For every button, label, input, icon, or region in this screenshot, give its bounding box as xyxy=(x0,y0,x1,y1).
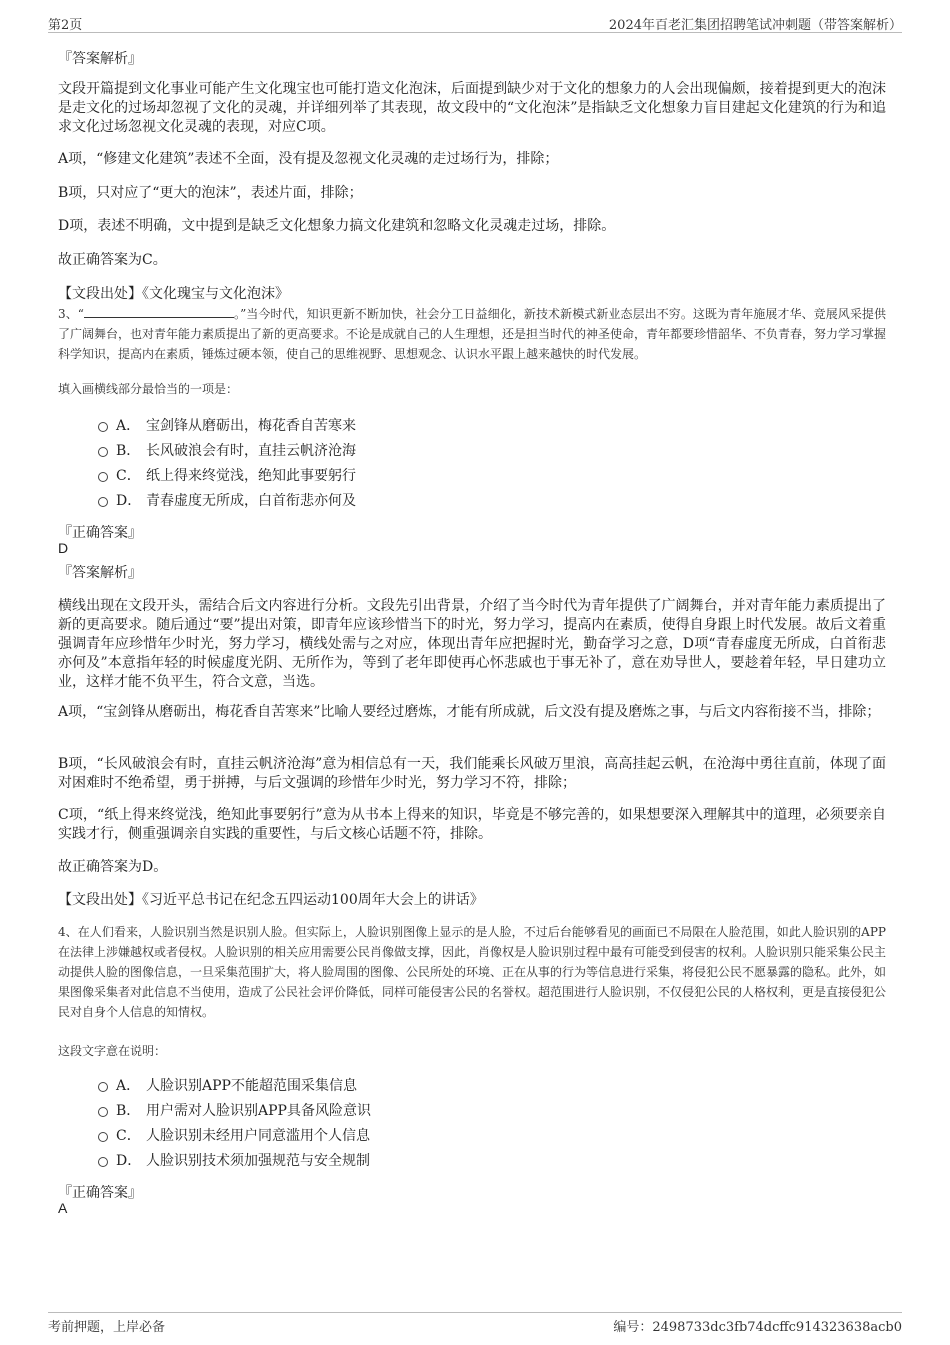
document-title: 2024年百老汇集团招聘笔试冲刺题（带答案解析） xyxy=(608,18,902,33)
radio-icon[interactable] xyxy=(98,1157,108,1167)
radio-icon[interactable] xyxy=(98,1107,108,1117)
q3-prompt: 填入画横线部分最恰当的一项是： xyxy=(58,382,239,396)
q2-conclusion: 故正确答案为C。 xyxy=(58,252,167,268)
q3-blank xyxy=(84,305,234,318)
q3-analysis-label: 『答案解析』 xyxy=(58,565,142,581)
page-footer xyxy=(48,1312,902,1335)
q4-answer: A xyxy=(58,1200,68,1216)
q4-answer-label: 『正确答案』 xyxy=(58,1185,142,1201)
radio-icon[interactable] xyxy=(98,472,108,482)
q3-option-d[interactable]: D． 青春虚度无所成，白首衔悲亦何及 xyxy=(98,487,356,512)
q4-option-c[interactable]: C． 人脸识别未经用户同意滥用个人信息 xyxy=(98,1122,371,1147)
q3-answer: D xyxy=(58,540,69,556)
radio-icon[interactable] xyxy=(98,447,108,457)
footer-slogan: 考前押题，上岸必备 xyxy=(48,1320,166,1335)
q4-option-d[interactable]: D． 人脸识别技术须加强规范与安全规制 xyxy=(98,1147,371,1172)
q3-option-b[interactable]: B． 长风破浪会有时，直挂云帆济沧海 xyxy=(98,437,356,462)
document-code: 编号：2498733dc3fb74dcffc914323638acb0 xyxy=(613,1320,902,1335)
q2-analysis-label: 『答案解析』 xyxy=(58,51,142,67)
q3-stem: 3、“ 。”当今时代，知识更新不断加快，社会分工日益细化，新技术新模式新业态层出不穷。这既为青年施展才华、竞展风采提供了广阔舞台，也对青年能力素质提出了新的更高要求。不论是成就自己的人生理想，还是担当时代的神圣使命，青年都要珍惜韶华、不负青春，努力学习掌握科学知识，提高内在素质，锤炼过硬本领，使自己的思维视野、思想观念、认识水平跟上越来越快的时代发展。 xyxy=(58,307,887,361)
page-number: 第2页 xyxy=(48,18,83,33)
q2-analysis: 文段开篇提到文化事业可能产生文化瑰宝也可能打造文化泡沫，后面提到缺少对于文化的想象力的人会出现偏颇，接着提到更大的泡沫是走文化的过场却忽视了文化的灵魂，并详细列举了其表现，故文段中的“文化泡沫”是指缺乏文化想象力盲目建起文化建筑的行为和追求文化过场忽视文化灵魂的表现，对应C项。 xyxy=(58,81,886,135)
q3-explain-c: C项，“纸上得来终觉浅，绝知此事要躬行”意为从书本上得来的知识，毕竟是不够完善的，如果想要深入理解其中的道理，必须要亲自实践才行，侧重强调亲自实践的重要性，与后文核心话题不符，排除。 xyxy=(58,807,886,842)
q4-options xyxy=(98,1072,371,1172)
q4-prompt: 这段文字意在说明： xyxy=(58,1044,167,1058)
q3-option-c[interactable]: C． 纸上得来终觉浅，绝知此事要躬行 xyxy=(98,462,356,487)
q3-conclusion: 故正确答案为D。 xyxy=(58,859,168,875)
q3-analysis: 横线出现在文段开头，需结合后文内容进行分析。文段先引出背景，介绍了当今时代为青年提供了广阔舞台，并对青年能力素质提出了新的更高要求。随后通过“要”提出对策，即青年应该珍惜当下的时光，努力学习，提高内在素质，使得自身跟上时代发展。故后文着重强调青年应珍惜年少时光，努力学习，横线处需与之对应，体现出青年应把握时光，勤奋学习之意，D项“青春虚度无所成，白首衔悲亦何及”本意指年轻的时候虚度光阴、无所作为，等到了老年即使再心怀悲戚也于事无补了，意在劝导世人，要趁着年轻，早日建功立业，这样才能不负平生，符合文意，当选。 xyxy=(58,598,886,690)
q3-source: 【文段出处】《习近平总书记在纪念五四运动100周年大会上的讲话》 xyxy=(58,892,484,908)
page-header xyxy=(48,12,902,33)
radio-icon[interactable] xyxy=(98,1082,108,1092)
q3-options xyxy=(98,412,356,512)
q2-explain-a: A项，“修建文化建筑”表述不全面，没有提及忽视文化灵魂的走过场行为，排除； xyxy=(58,151,559,167)
q4-option-b[interactable]: B． 用户需对人脸识别APP具备风险意识 xyxy=(98,1097,371,1122)
q3-explain-a: A项，“宝剑锋从磨砺出，梅花香自苦寒来”比喻人要经过磨炼，才能有所成就，后文没有提及磨炼之事，与后文内容衔接不当，排除； xyxy=(58,704,881,720)
q3-explain-b: B项，“长风破浪会有时，直挂云帆济沧海”意为相信总有一天，我们能乘长风破万里浪，高高挂起云帆，在沧海中勇往直前，体现了面对困难时不绝希望，勇于拼搏，与后文强调的珍惜年少时光，努力学习不符，排除； xyxy=(58,756,886,791)
q2-explain-d: D项，表述不明确，文中提到是缺乏文化想象力搞文化建筑和忽略文化灵魂走过场，排除。 xyxy=(58,218,616,234)
q2-explain-b: B项，只对应了“更大的泡沫”，表述片面，排除； xyxy=(58,185,363,201)
q4-stem: 4、在人们看来，人脸识别当然是识别人脸。但实际上，人脸识别图像上显示的是人脸，不过后台能够看见的画面已不局限在人脸范围，如此人脸识别的APP在法律上涉嫌越权或者侵权。人脸识别的相关应用需要公民肖像做支撑，因此，肖像权是人脸识别过程中最有可能受到侵害的权利。人脸识别只能采集公民主动提供人脸的图像信息，一旦采集范围扩大，将人脸周围的图像、公民所处的环境、正在从事的行为等信息进行采集，将侵犯公民不愿暴露的隐私。此外，如果图像采集者对此信息不当使用，造成了公民社会评价降低，同样可能侵害公民的名誉权。超范围进行人脸识别，不仅侵犯公民的人格权利，更是直接侵犯公民对自身个人信息的知情权。 xyxy=(58,925,887,1019)
q3-answer-label: 『正确答案』 xyxy=(58,525,142,541)
radio-icon[interactable] xyxy=(98,1132,108,1142)
q2-source: 【文段出处】《文化瑰宝与文化泡沫》 xyxy=(58,286,289,302)
radio-icon[interactable] xyxy=(98,497,108,507)
radio-icon[interactable] xyxy=(98,422,108,432)
q4-option-a[interactable]: A． 人脸识别APP不能超范围采集信息 xyxy=(98,1072,371,1097)
q3-option-a[interactable]: A． 宝剑锋从磨砺出，梅花香自苦寒来 xyxy=(98,412,356,437)
